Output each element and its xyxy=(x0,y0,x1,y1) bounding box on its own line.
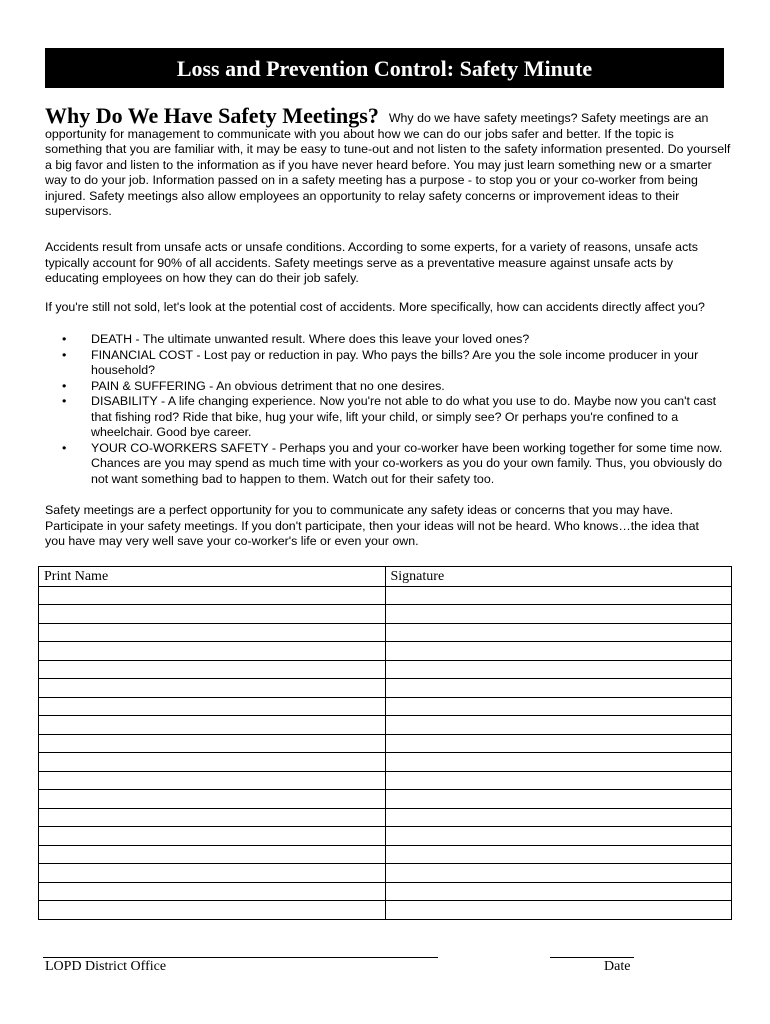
signature-cell[interactable] xyxy=(385,753,732,772)
signature-cell[interactable] xyxy=(385,845,732,864)
print-name-cell[interactable] xyxy=(39,808,386,827)
signature-cell[interactable] xyxy=(385,679,732,698)
print-name-cell[interactable] xyxy=(39,827,386,846)
print-name-cell[interactable] xyxy=(39,845,386,864)
signature-cell[interactable] xyxy=(385,697,732,716)
signature-cell[interactable] xyxy=(385,586,732,605)
list-item xyxy=(62,394,730,441)
table-row xyxy=(39,697,732,716)
intro-paragraph: Why do we have safety meetings? Safety meetings are an opportunity for management to communicate with you about how we can do our jobs safer and better. If the topic is something that you are familiar with, it may be easy to tune-out and not listen to the safety information presented. Do yourself a big favor and listen to the information as if you have never heard before. You may just learn something new or a smarter way to do your job. Information passed on in a safety meeting has a purpose - to stop you or your co-worker from being injured. Safety meetings also allow employees an opportunity to relay safety concerns or improvement ideas to their supervisors. xyxy=(45,111,731,218)
signature-cell[interactable] xyxy=(385,882,732,901)
table-row xyxy=(39,660,732,679)
print-name-header: Print Name xyxy=(39,567,386,587)
paragraph-cost: If you're still not sold, let's look at the potential cost of accidents. More specifically, how can accidents directly affect you? xyxy=(45,300,705,314)
office-label: LOPD District Office xyxy=(45,959,167,974)
table-row xyxy=(39,771,732,790)
date-line xyxy=(550,957,634,958)
print-name-cell[interactable] xyxy=(39,716,386,735)
signature-cell[interactable] xyxy=(385,623,732,642)
consequence-list xyxy=(62,332,730,487)
print-name-cell[interactable] xyxy=(39,882,386,901)
paragraph-closing: Safety meetings are a perfect opportunity for you to communicate any safety ideas or concerns that you may have. Participate in your safety meetings. If you don't participate, then your ideas will not be heard. Who knows…the idea that you have may very well save your co-worker's life or even your own. xyxy=(45,503,699,548)
print-name-cell[interactable] xyxy=(39,790,386,809)
table-row xyxy=(39,716,732,735)
print-name-cell[interactable] xyxy=(39,734,386,753)
print-name-cell[interactable] xyxy=(39,623,386,642)
bullet-icon: • xyxy=(62,440,67,455)
signature-cell[interactable] xyxy=(385,771,732,790)
signature-cell[interactable] xyxy=(385,827,732,846)
print-name-cell[interactable] xyxy=(39,605,386,624)
table-row xyxy=(39,864,732,883)
list-item xyxy=(62,348,730,379)
table-row xyxy=(39,882,732,901)
print-name-cell[interactable] xyxy=(39,753,386,772)
signature-cell[interactable] xyxy=(385,734,732,753)
print-name-cell[interactable] xyxy=(39,642,386,661)
paragraph-accidents: Accidents result from unsafe acts or unsafe conditions. According to some experts, for a variety of reasons, unsafe acts typically account for 90% of all accidents. Safety meetings serve as a preventative measure against unsafe acts by educating employees on how they can do their job safely. xyxy=(45,240,698,285)
signature-cell[interactable] xyxy=(385,790,732,809)
list-item-text: DEATH - The ultimate unwanted result. Where does this leave your loved ones? xyxy=(91,332,530,346)
page-title: Loss and Prevention Control: Safety Minute xyxy=(45,48,724,88)
print-name-cell[interactable] xyxy=(39,901,386,920)
print-name-cell[interactable] xyxy=(39,660,386,679)
print-name-cell[interactable] xyxy=(39,771,386,790)
signature-cell[interactable] xyxy=(385,808,732,827)
date-label: Date xyxy=(604,959,631,974)
signature-cell[interactable] xyxy=(385,716,732,735)
print-name-cell[interactable] xyxy=(39,697,386,716)
section-heading: Why Do We Have Safety Meetings? xyxy=(45,103,379,128)
table-row xyxy=(39,734,732,753)
office-signature-line xyxy=(43,957,438,958)
list-item-text: YOUR CO-WORKERS SAFETY - Perhaps you and your co-worker have been working together for some time now. Chances are you may spend as much time with your co-workers as you do your own family. Thus, you obviously do not want something bad to happen to them. Watch out for their safety too. xyxy=(91,440,723,486)
signature-header: Signature xyxy=(385,567,732,587)
signature-cell[interactable] xyxy=(385,864,732,883)
print-name-cell[interactable] xyxy=(39,586,386,605)
list-item xyxy=(62,379,730,395)
table-row xyxy=(39,845,732,864)
bullet-icon: • xyxy=(62,394,67,408)
print-name-cell[interactable] xyxy=(39,679,386,698)
table-row xyxy=(39,790,732,809)
table-row xyxy=(39,808,732,827)
bullet-icon: • xyxy=(62,347,67,362)
sign-in-table xyxy=(38,566,732,920)
list-item-text: DISABILITY - A life changing experience. Now you're not able to do what you use to do. Maybe now you can't cast that fishing rod? Ride that bike, hug your wife, lift your child, or simply see? Or perhaps you're confined to a wheelchair. Good bye career. xyxy=(91,394,717,439)
intro-paragraph-block xyxy=(45,103,731,220)
bullet-icon: • xyxy=(62,378,67,393)
list-item xyxy=(62,441,730,488)
list-item-text: PAIN & SUFFERING - An obvious detriment that no one desires. xyxy=(91,378,445,393)
table-row xyxy=(39,642,732,661)
table-row xyxy=(39,679,732,698)
print-name-cell[interactable] xyxy=(39,864,386,883)
table-row xyxy=(39,901,732,920)
table-header-row xyxy=(39,567,732,587)
list-item xyxy=(62,332,730,348)
table-row xyxy=(39,623,732,642)
table-row xyxy=(39,753,732,772)
signature-cell[interactable] xyxy=(385,901,732,920)
bullet-icon: • xyxy=(62,332,67,346)
list-item-text: FINANCIAL COST - Lost pay or reduction in pay. Who pays the bills? Are you the sole income producer in your household? xyxy=(91,347,699,377)
table-row xyxy=(39,586,732,605)
signature-cell[interactable] xyxy=(385,605,732,624)
signature-cell[interactable] xyxy=(385,660,732,679)
table-row xyxy=(39,827,732,846)
table-row xyxy=(39,605,732,624)
signature-cell[interactable] xyxy=(385,642,732,661)
